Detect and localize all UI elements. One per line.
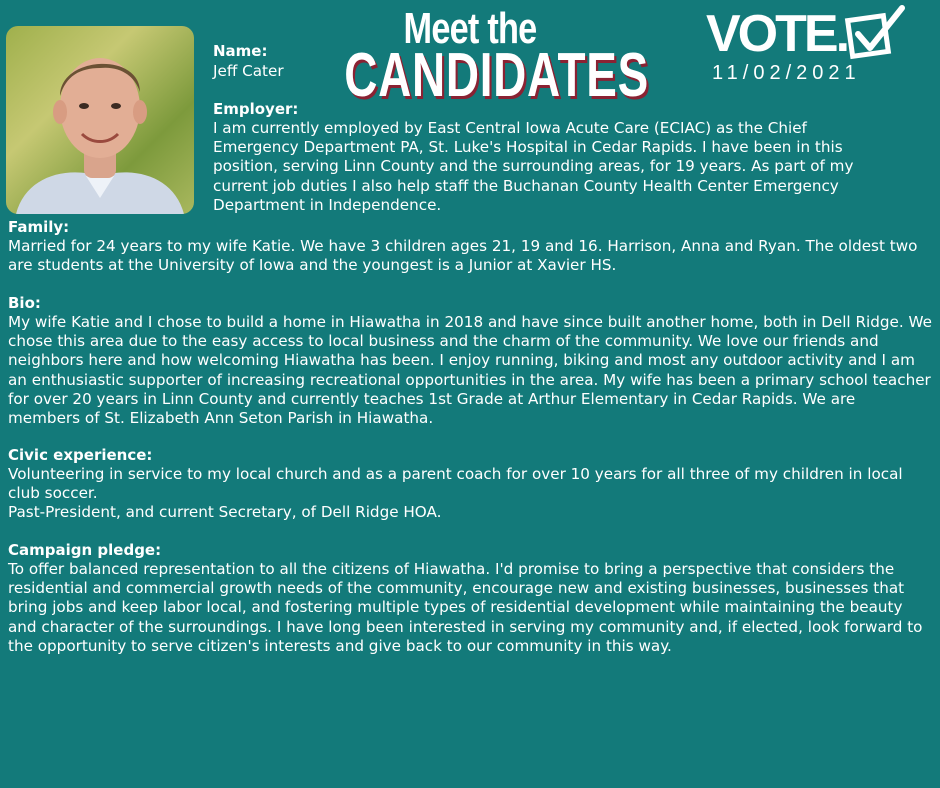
candidate-portrait-illustration [6,26,194,214]
employer-label: Employer: [213,100,299,118]
pledge-text: To offer balanced representation to all the citizens of Hiawatha. I'd promise to bring a perspective that considers the residential and commercial growth needs of the community, encourage new and existing businesses, businesses that bring jobs and keep labor local, and fostering multiple types of residential development while maintaining the beauty and character of the surroundings. I have long been interested in serving my community and, if elected, look forward to the opportunity to serve citizen's interests and give back to our community in this way. [8,560,923,655]
family-label: Family: [8,218,70,236]
title-candidates: CANDIDATES [344,41,649,110]
bio-text: My wife Katie and I chose to build a home in Hiawatha in 2018 and have since built another home, both in Dell Ridge. We chose this area due to the easy access to local business and the charm of the community. We love our friends and neighbors here and how welcoming Hiawatha has been. I enjoy running, biking and most any outdoor activity and I am an enthusiastic supporter of increasing recreational opportunities in the area. My wife has been a primary school teacher for over 20 years in Linn County and currently teaches 1st Grade at Arthur Elementary in Cedar Rapids. We are members of St. Elizabeth Ann Seton Parish in Hiawatha. [8,313,932,428]
candidate-name: Jeff Cater [213,62,284,80]
employer-text: I am currently employed by East Central Iowa Acute Care (ECIAC) as the Chief Emergency Department PA, St. Luke's Hospital in Cedar Rapids. I have been in this position, serving Linn County and the surrounding areas, for 19 years. As part of my current job duties I also help staff the Buchanan County Health Center Emergency Department in Independence. [213,119,854,214]
civic-label: Civic experience: [8,446,153,464]
checkbox-check-icon [844,2,908,66]
pledge-label: Campaign pledge: [8,541,162,559]
candidate-photo [6,26,194,214]
election-date: 11/02/2021 [712,62,861,84]
vote-text: VOTE. [706,5,848,63]
bio-label: Bio: [8,294,41,312]
family-text: Married for 24 years to my wife Katie. We have 3 children ages 21, 19 and 16. Harrison, Anna and Ryan. The oldest two are students at the University of Iowa and the youngest is a Junior at Xavier HS. [8,237,918,275]
title-meet-the: Meet the [403,4,537,53]
civic-text-hoa: Past-President, and current Secretary, of Dell Ridge HOA. [8,503,442,521]
name-label: Name: [213,42,268,60]
civic-text: Volunteering in service to my local church and as a parent coach for over 10 years for all three of my children in local club soccer. [8,465,903,503]
